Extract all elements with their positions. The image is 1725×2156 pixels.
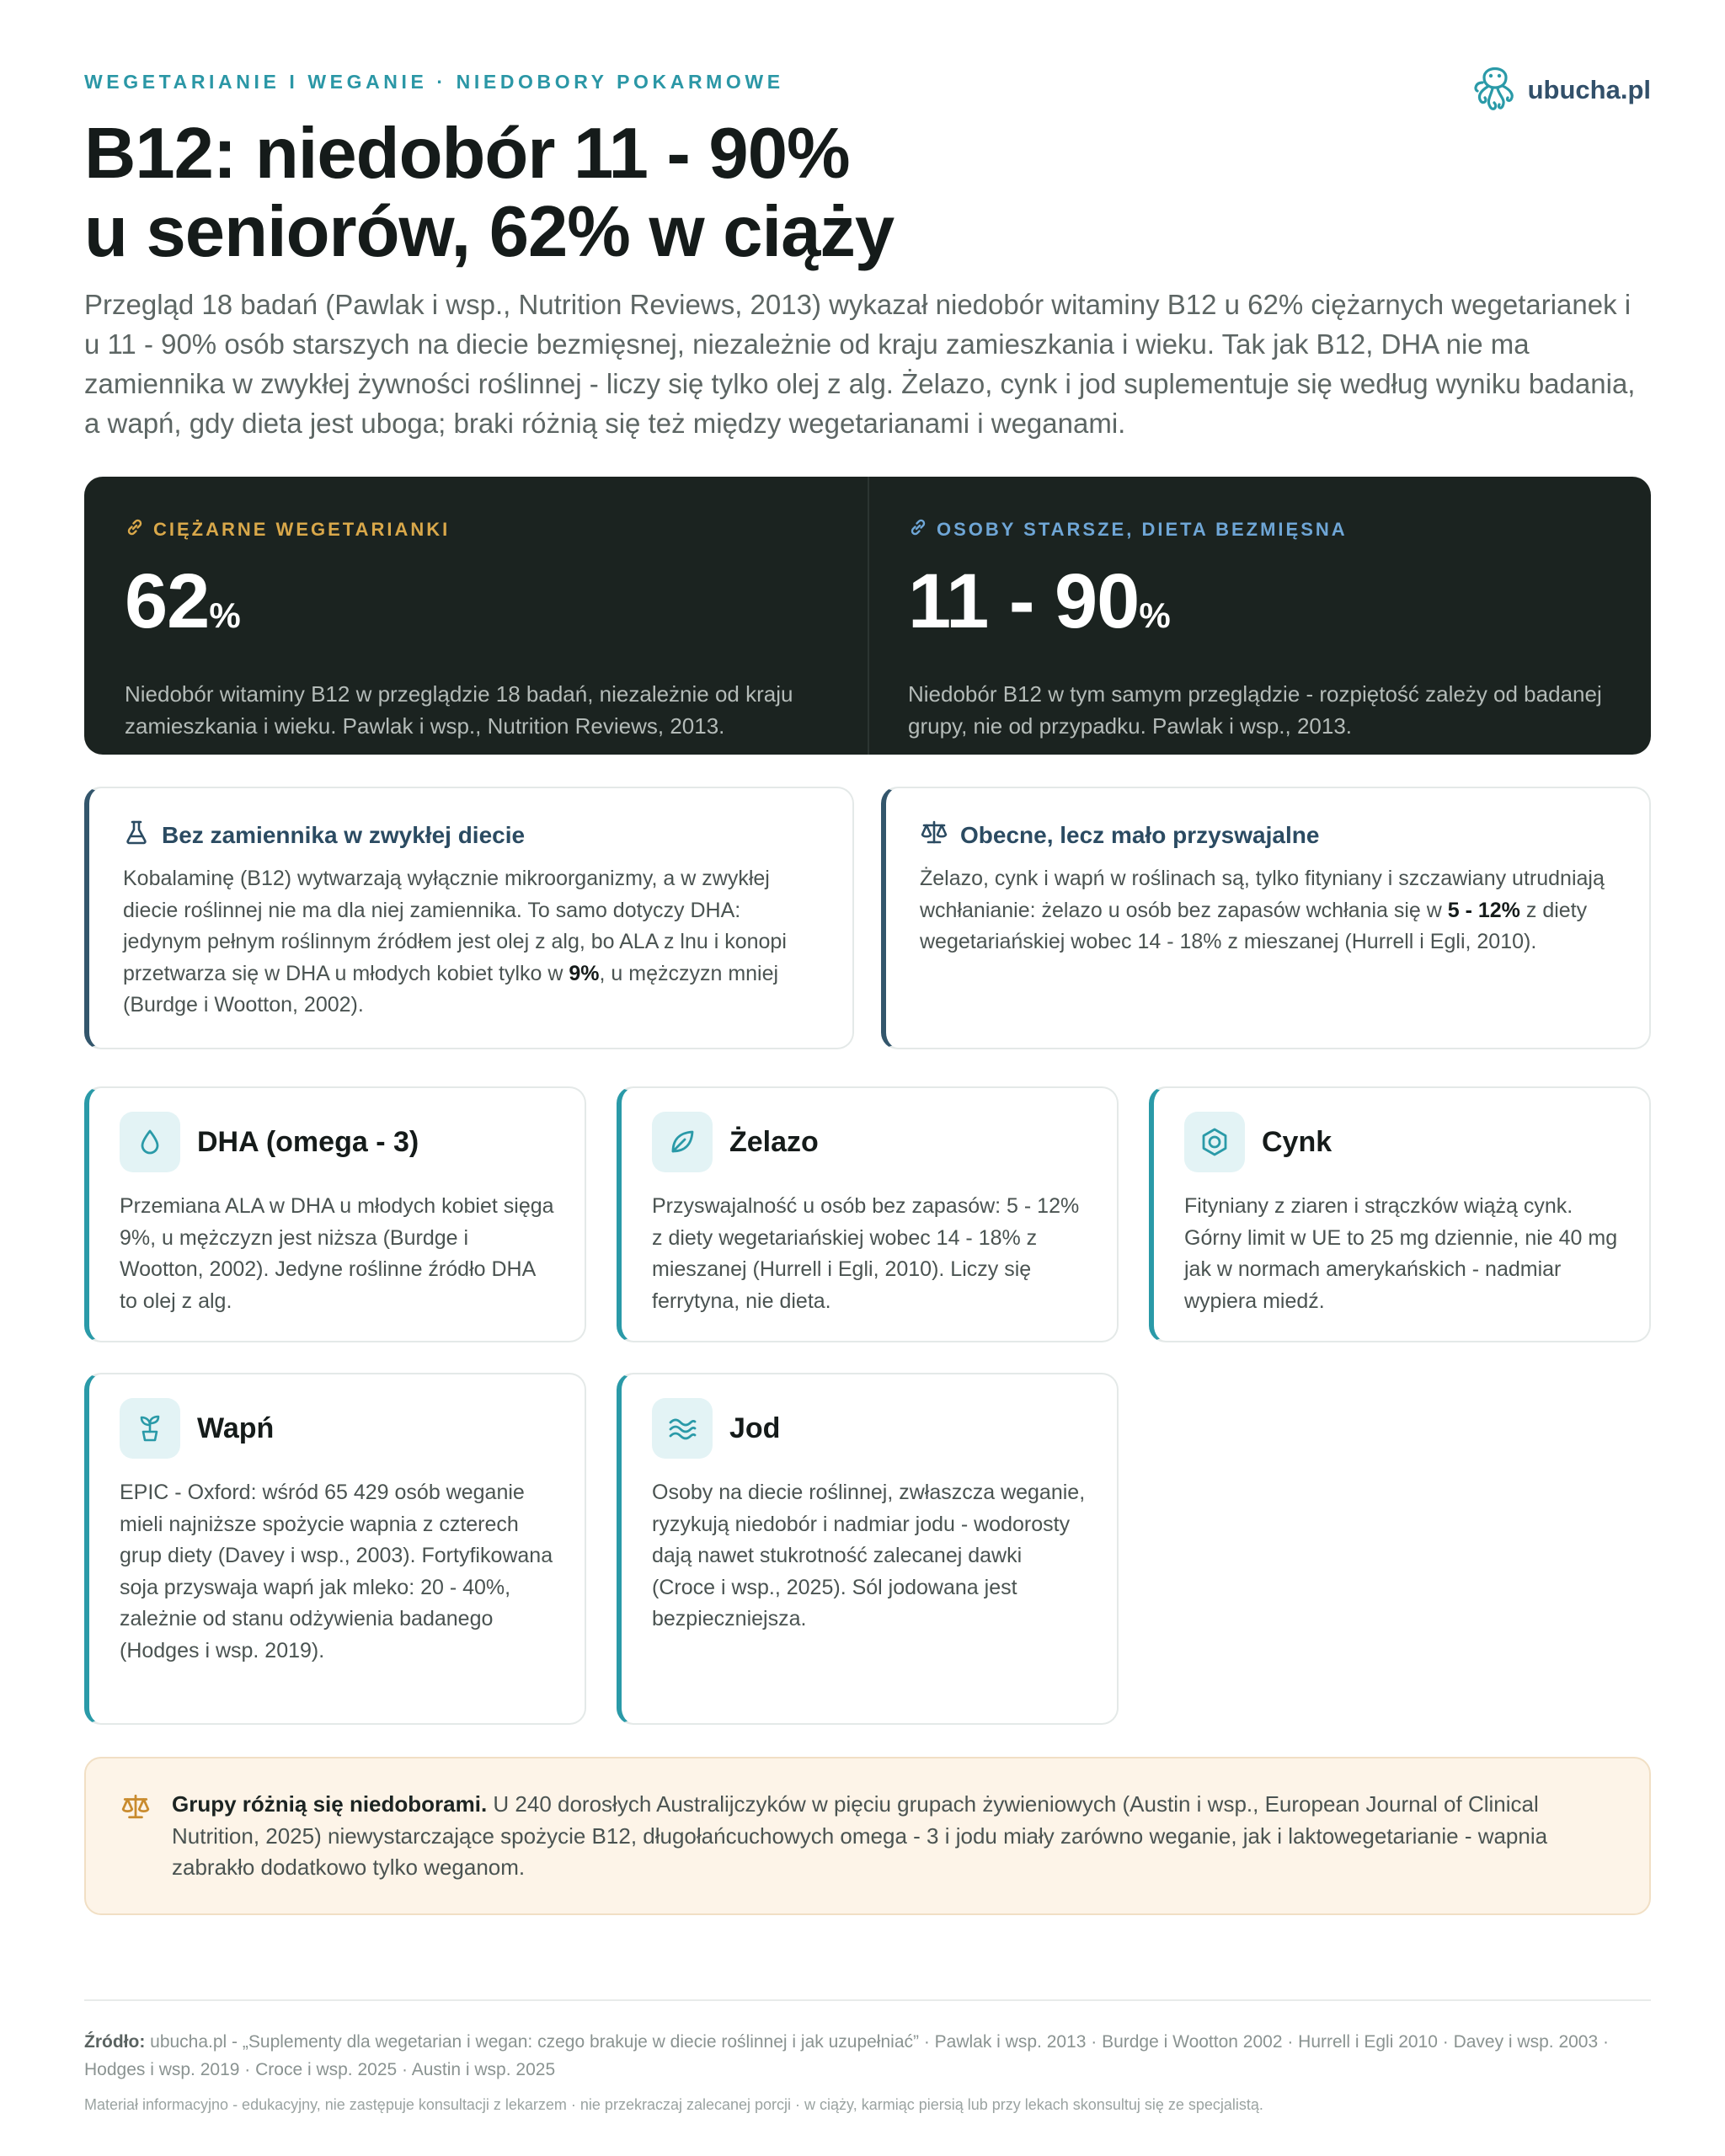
leaf-icon	[652, 1112, 713, 1172]
stat-seniors	[868, 477, 1651, 755]
nutrient-card-zinc	[1149, 1086, 1651, 1342]
card-title: Jod	[729, 1412, 781, 1444]
lede-paragraph: Przegląd 18 badań (Pawlak i wsp., Nutrition Reviews, 2013) wykazał niedobór witaminy B12 u 62% ciężarnych wegetarianek i u 11 - 90% osób starszych na diecie bezmięsnej, niezależnie od kraju zamieszkania i wieku. Tak jak B12, DHA nie ma zamiennika w zwykłej żywności roślinnej - liczy się tylko olej z alg. Żelazo, cynk i jod suplementuje się według wyniku badania, a wapń, gdy dieta jest uboga; braki różnią się też między wegetarianami i weganami.	[84, 289, 1636, 439]
stats-panel	[84, 477, 1651, 755]
info-box-body: Żelazo, cynk i wapń w roślinach są, tylko fityniany i szczawiany utrudniają wchłanianie: żelazo u osób bez zapasów wchłania się w 5 - 12% z diety wegetariańskiej wobec 14 - 18% z mieszanej (Hurrell i Egli, 2010).	[920, 867, 1605, 953]
card-title: Żelazo	[729, 1125, 819, 1158]
card-body: Fityniany z ziaren i strączków wiążą cynk. Górny limit w UE to 25 mg dziennie, nie 40 mg jak w normach amerykańskich - nadmiar wypiera miedź.	[1184, 1194, 1618, 1313]
stat-number: 62	[125, 558, 210, 644]
info-box-title: Obecne, lecz mało przyswajalne	[960, 821, 1320, 848]
brand-logo[interactable]	[1472, 59, 1651, 120]
category-kicker: WEGETARIANIE I WEGANIE · NIEDOBORY POKARMOWE	[84, 71, 784, 93]
groups-callout	[84, 1757, 1651, 1915]
link-icon	[125, 517, 145, 542]
brand-name: ubucha.pl	[1527, 74, 1651, 104]
drop-icon	[120, 1112, 180, 1172]
flask-icon	[123, 819, 150, 851]
sprout-icon	[120, 1398, 180, 1459]
disclaimer: Materiał informacyjno - edukacyjny, nie zastępuje konsultacji z lekarzem · nie przekraczaj zalecanej porcji · w ciąży, karmiąc piersią lub przy lekach skonsultuj się ze specjalistą.	[84, 2096, 1263, 2113]
card-title: Cynk	[1262, 1125, 1332, 1158]
callout-text: Grupy różnią się niedoborami. U 240 dorosłych Australijczyków w pięciu grupach żywieniowych (Austin i wsp., European Journal of Clinical Nutrition, 2025) niewystarczające spożycie B12, długołańcuchowych omega - 3 i jodu miały zarówno weganie, jak i laktowegetarianie - wapnia zabrakło dodatkowo tylko weganom.	[172, 1791, 1548, 1880]
link-icon	[908, 517, 928, 542]
card-body: Przemiana ALA w DHA u młodych kobiet sięga 9%, u mężczyzn jest niższa (Burdge i Wootton, 2002). Jedyne roślinne źródło DHA to olej z alg.	[120, 1194, 554, 1313]
card-body: Przyswajalność u osób bez zapasów: 5 - 12% z diety wegetariańskiej wobec 14 - 18% z mieszanej (Hurrell i Egli, 2010). Liczy się ferrytyna, nie dieta.	[652, 1194, 1080, 1313]
stat-unit: %	[1139, 595, 1171, 635]
card-body: EPIC - Oxford: wśród 65 429 osób weganie mieli najniższe spożycie wapnia z czterech grup diety (Davey i wsp., 2003). Fortyfikowana soja przyswaja wapń jak mleko: 20 - 40%, zależnie od stanu odżywienia badanego (Hodges i wsp. 2019).	[120, 1481, 553, 1662]
title-line-2: u seniorów, 62% w ciąży	[84, 192, 895, 272]
page	[84, 0, 1651, 2156]
nutrient-card-iron	[617, 1086, 1119, 1342]
waves-icon	[652, 1398, 713, 1459]
stat-value	[908, 558, 1612, 664]
stat-number: 11 - 90	[908, 558, 1140, 644]
scale-icon	[120, 1792, 152, 1913]
info-box-title: Bez zamiennika w zwykłej diecie	[162, 821, 526, 848]
nutrient-card-iodine	[617, 1373, 1119, 1725]
card-title: DHA (omega - 3)	[197, 1125, 419, 1158]
info-box-low-absorption	[881, 787, 1651, 1049]
footer-divider	[84, 1999, 1651, 2001]
nutrient-card-dha	[84, 1086, 586, 1342]
stat-unit: %	[209, 595, 241, 635]
stat-label: CIĘŻARNE WEGETARIANKI	[153, 519, 451, 540]
info-box-no-substitute	[84, 787, 854, 1049]
source-note: Źródło: ubucha.pl - „Suplementy dla wegetarian i wegan: czego brakuje w diecie roślinnej i jak uzupełniać” · Pawlak i wsp. 2013 · Burdge i Wootton 2002 · Hurrell i Egli 2010 · Davey i wsp. 2003 · Hodges i wsp. 2019 · Croce i wsp. 2025 · Austin i wsp. 2025	[84, 2032, 1609, 2079]
octopus-logo-icon	[1472, 59, 1518, 120]
info-box-body: Kobalaminę (B12) wytwarzają wyłącznie mikroorganizmy, a w zwykłej diecie roślinnej nie ma dla niej zamiennika. To samo dotyczy DHA: jedynym pełnym roślinnym źródłem jest olej z alg, bo ALA z lnu i konopi przetwarza się w DHA u młodych kobiet tylko w 9%, u mężczyzn mniej (Burdge i Wootton, 2002).	[123, 867, 787, 1017]
scale-icon	[920, 819, 948, 851]
stat-description: Niedobór witaminy B12 w przeglądzie 18 badań, niezależnie od kraju zamieszkania i wieku. Pawlak i wsp., Nutrition Reviews, 2013.	[125, 681, 793, 739]
title-line-1: B12: niedobór 11 - 90%	[84, 114, 850, 194]
card-body: Osoby na diecie roślinnej, zwłaszcza weganie, ryzykują niedobór i nadmiar jodu - wodorosty dają nawet stukrotność zalecanej dawki (Croce i wsp., 2025). Sól jodowana jest bezpieczniejsza.	[652, 1481, 1086, 1630]
stat-value	[125, 558, 829, 664]
stat-pregnant	[84, 477, 868, 755]
page-title	[84, 115, 894, 271]
nutrient-card-calcium	[84, 1373, 586, 1725]
hexagon-icon	[1184, 1112, 1245, 1172]
card-title: Wapń	[197, 1412, 275, 1444]
stat-description: Niedobór B12 w tym samym przeglądzie - rozpiętość zależy od badanej grupy, nie od przypadku. Pawlak i wsp., 2013.	[908, 681, 1602, 739]
stat-label: OSOBY STARSZE, DIETA BEZMIĘSNA	[937, 519, 1348, 540]
